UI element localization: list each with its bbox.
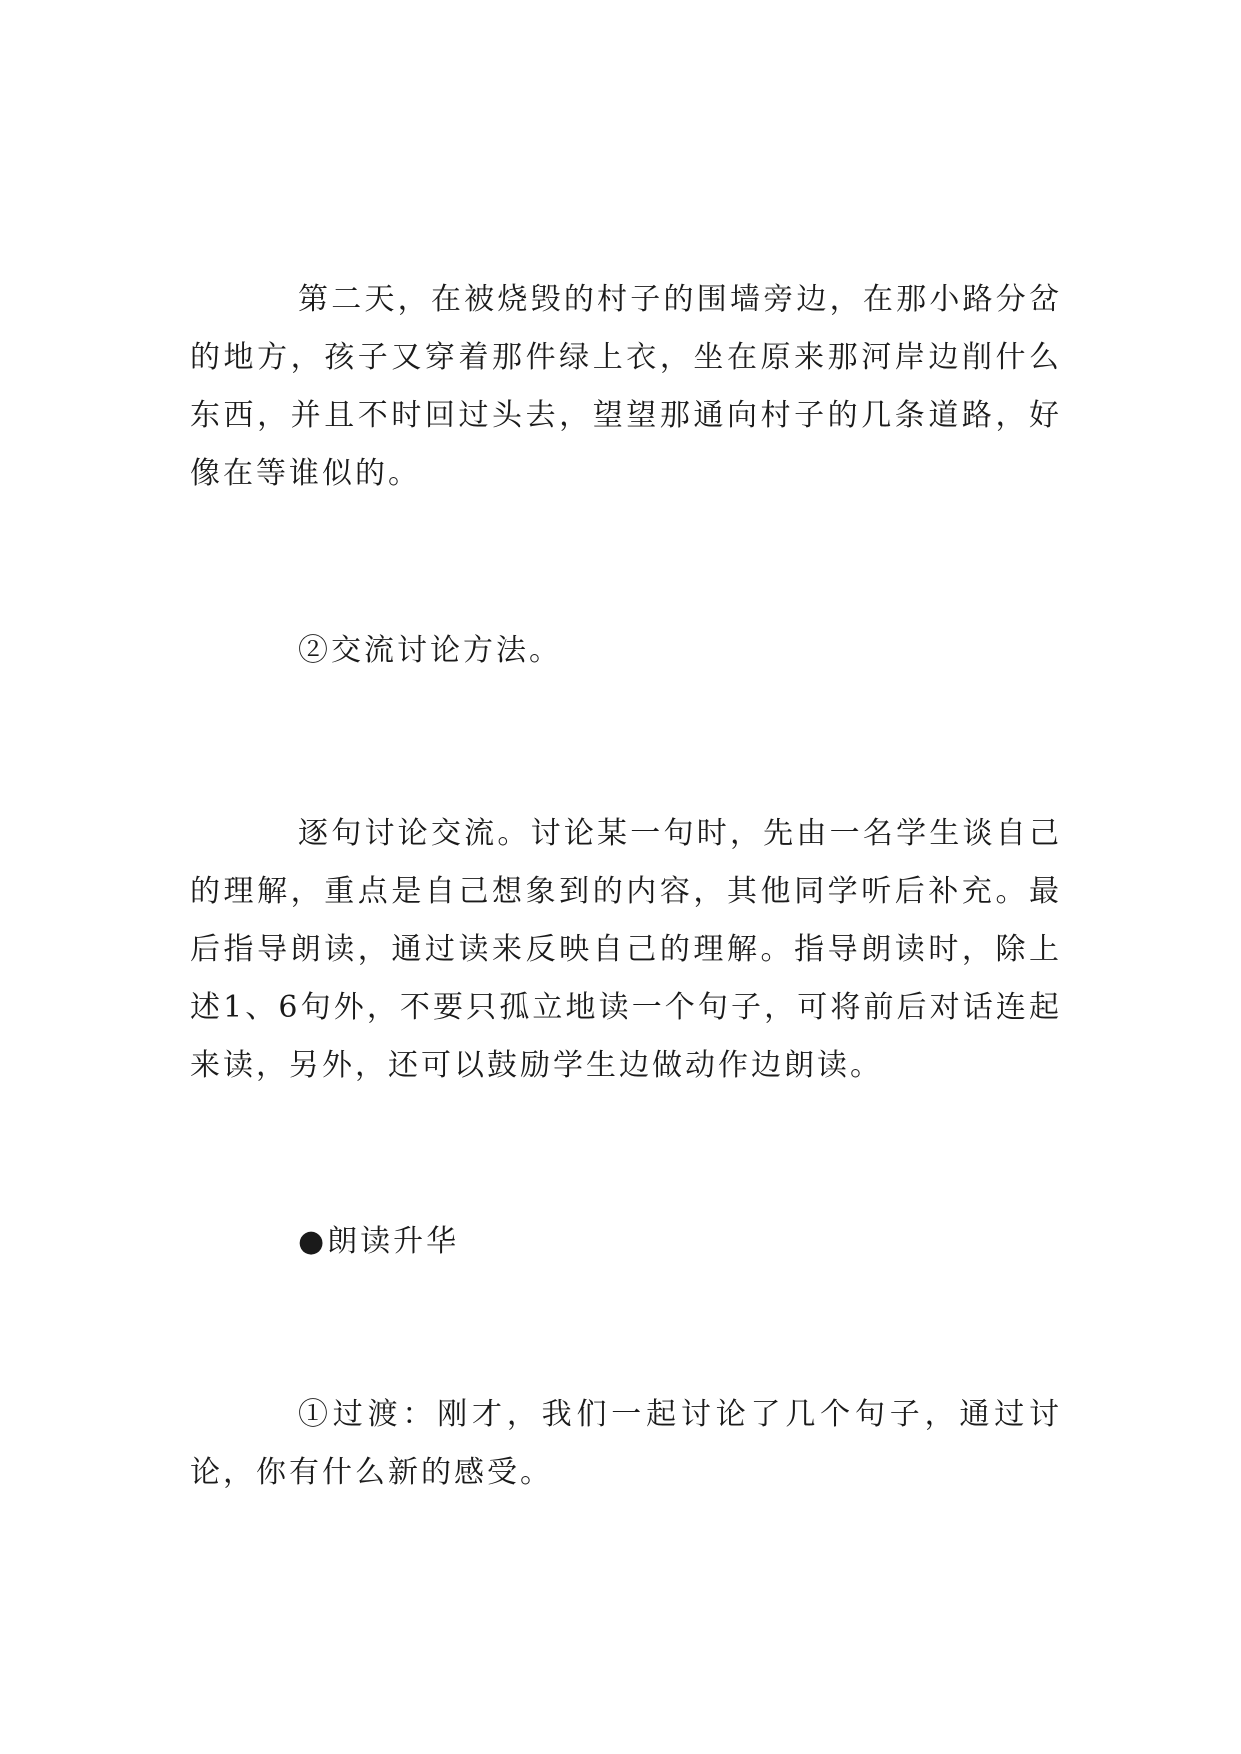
paragraph-sentence-discussion: 逐句讨论交流。讨论某一句时，先由一名学生谈自己的理解，重点是自己想象到的内容，其他同学听后补充。最后指导朗读，通过读来反映自己的理解。指导朗读时，除上述1、6句外，不要只孤立地读一个句子，可将前后对话连起来读，另外，还可以鼓励学生边做动作边朗读。 xyxy=(190,816,1062,1083)
paragraph-discussion-method: ②交流讨论方法。 xyxy=(298,633,562,668)
paragraph-transition: ①过渡：刚才，我们一起讨论了几个句子，通过讨论，你有什么新的感受。 xyxy=(190,1397,1062,1490)
paragraph-story-excerpt: 第二天，在被烧毁的村子的围墙旁边，在那小路分岔的地方，孩子又穿着那件绿上衣，坐在原来那河岸边削什么东西，并且不时回过头去，望望那通向村子的几条道路，好像在等谁似的。 xyxy=(190,282,1062,491)
section-heading-reading: ●朗读升华 xyxy=(298,1224,460,1259)
